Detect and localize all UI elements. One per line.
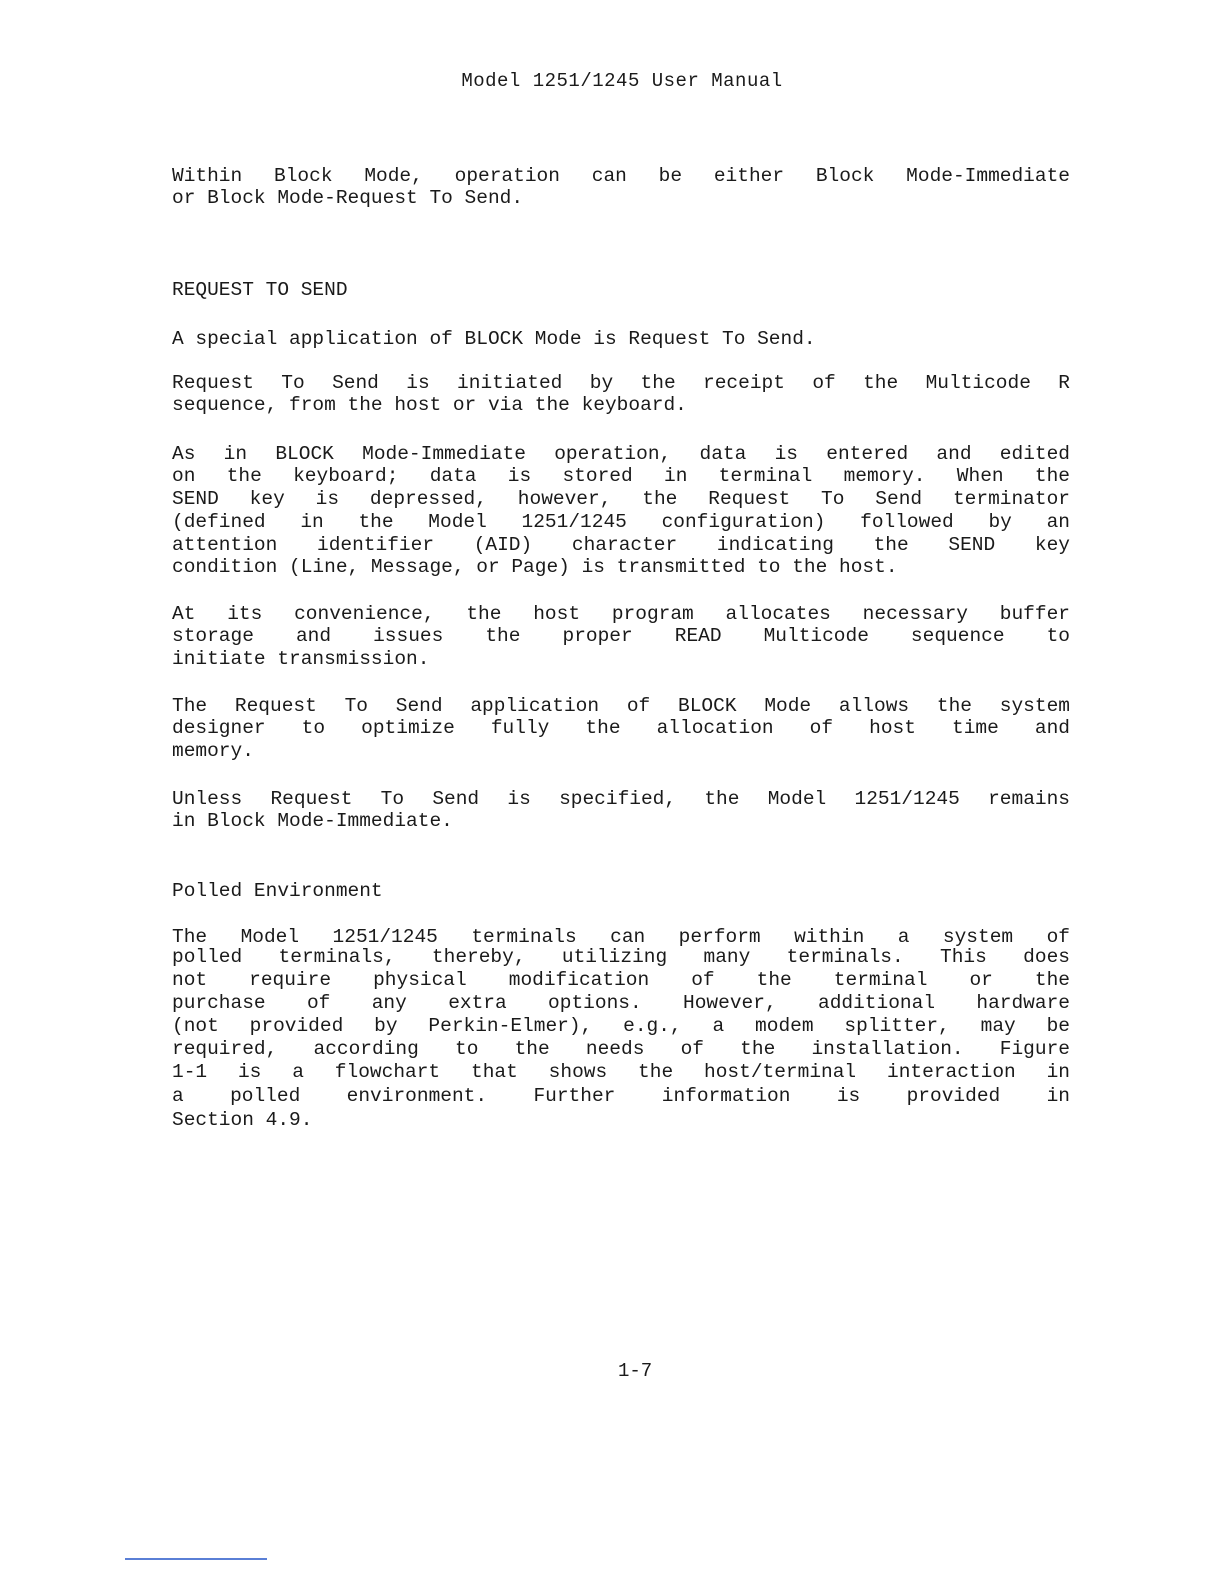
intro-line: or Block Mode-Request To Send.: [172, 187, 524, 209]
paragraph-line: initiate transmission.: [172, 648, 430, 670]
paragraph-line: (not provided by Perkin-Elmer), e.g., a modem splitter, may be: [172, 1015, 1070, 1037]
intro-line: Within Block Mode, operation can be either Block Mode-Immediate: [172, 165, 1070, 187]
paragraph-line: polled terminals, thereby, utilizing many terminals. This does: [172, 946, 1070, 968]
paragraph-line: on the keyboard; data is stored in terminal memory. When the: [172, 465, 1070, 487]
paragraph-line: sequence, from the host or via the keyboard.: [172, 394, 687, 416]
paragraph-line: in Block Mode-Immediate.: [172, 810, 453, 832]
paragraph-line: condition (Line, Message, or Page) is transmitted to the host.: [172, 556, 898, 578]
paragraph-line: storage and issues the proper READ Multicode sequence to: [172, 625, 1070, 647]
paragraph-line: designer to optimize fully the allocation of host time and: [172, 717, 1070, 739]
paragraph-line: As in BLOCK Mode-Immediate operation, data is entered and edited: [172, 443, 1070, 465]
paragraph-line: not require physical modification of the terminal or the: [172, 969, 1070, 991]
paragraph-line: purchase of any extra options. However, additional hardware: [172, 992, 1070, 1014]
paragraph-line: required, according to the needs of the installation. Figure: [172, 1038, 1070, 1060]
paragraph-line: The Model 1251/1245 terminals can perform within a system of: [172, 926, 1070, 948]
paragraph-line: SEND key is depressed, however, the Request To Send terminator: [172, 488, 1070, 510]
paragraph-line: (defined in the Model 1251/1245 configuration) followed by an: [172, 511, 1070, 533]
running-header: Model 1251/1245 User Manual: [461, 70, 783, 92]
section-heading-polled-environment: Polled Environment: [172, 880, 383, 902]
section-heading-request-to-send: REQUEST TO SEND: [172, 279, 348, 301]
paragraph-line: Request To Send is initiated by the receipt of the Multicode R: [172, 372, 1070, 394]
paragraph-line: Section 4.9.: [172, 1109, 313, 1131]
paragraph-line: A special application of BLOCK Mode is Request To Send.: [172, 328, 816, 350]
paragraph-line: 1-1 is a flowchart that shows the host/terminal interaction in: [172, 1061, 1070, 1083]
paragraph-line: At its convenience, the host program allocates necessary buffer: [172, 603, 1070, 625]
paragraph-line: The Request To Send application of BLOCK Mode allows the system: [172, 695, 1070, 717]
paragraph-line: attention identifier (AID) character indicating the SEND key: [172, 534, 1070, 556]
paragraph-line: Unless Request To Send is specified, the Model 1251/1245 remains: [172, 788, 1070, 810]
footer-rule: [125, 1558, 267, 1560]
paragraph-line: a polled environment. Further information is provided in: [172, 1085, 1070, 1107]
page-number: 1-7: [618, 1360, 653, 1382]
paragraph-line: memory.: [172, 740, 254, 762]
